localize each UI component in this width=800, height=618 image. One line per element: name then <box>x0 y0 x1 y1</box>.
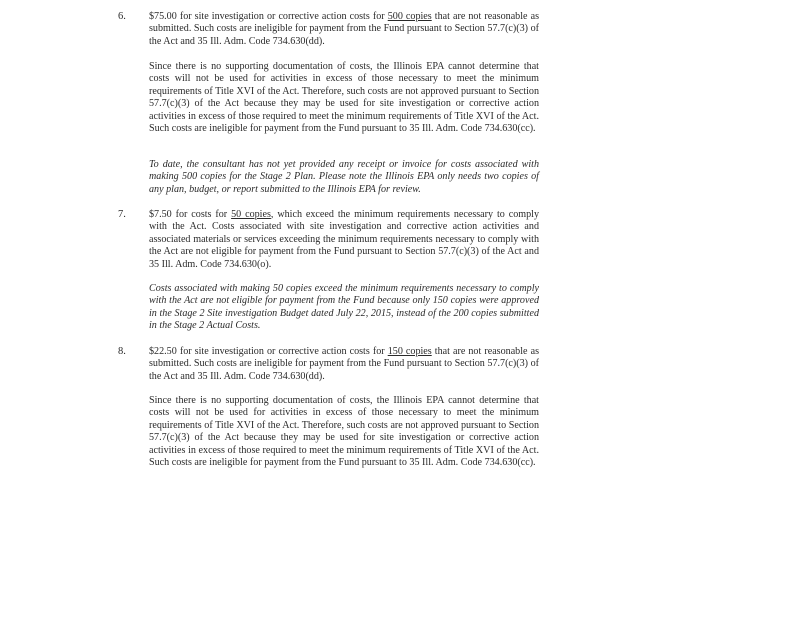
item-body <box>149 395 539 469</box>
underlined-quantity: 500 copies <box>387 11 432 22</box>
cost-text-cont: that are not reasonable as submitted. Such costs are ineligible for payment from the Fund pursuant to Section 57.7(c)(3) of the Act and 35 Ill. Adm. Code 734.630(dd). <box>149 11 539 47</box>
cost-text: $7.50 for costs for <box>149 209 232 220</box>
item-body <box>149 209 539 271</box>
cost-paragraph <box>149 209 539 271</box>
item-body <box>149 11 539 48</box>
item-body <box>149 159 539 196</box>
underlined-quantity: 50 copies <box>231 209 271 220</box>
underlined-quantity: 150 copies <box>387 346 432 357</box>
cost-paragraph <box>149 346 539 383</box>
item-body <box>149 61 539 135</box>
note-paragraph: Costs associated with making 50 copies exceed the minimum requirements necessary to comply with the Act are not eligible for payment from the Fund because only 150 copies were approved in the Stage 2 Site investigation Budget dated July 22, 2015, instead of the 200 copies submitted in the Stage 2 Actual Costs. <box>149 283 539 332</box>
explanation-paragraph: Since there is no supporting documentation of costs, the Illinois EPA cannot determine that costs will not be used for activities in excess of those necessary to meet the minimum requirements of Title XVI of the Act. Therefore, such costs are not approved pursuant to Section 57.7(c)(3) of the Act because they may be used for site investigation or corrective action activities in excess of those required to meet the minimum requirements of Title XVI of the Act. Such costs are ineligible for payment from the Fund pursuant to 35 Ill. Adm. Code 734.630(cc). <box>149 61 539 135</box>
item-number: 7. <box>118 209 126 220</box>
cost-text-cont: that are not reasonable as submitted. Such costs are ineligible for payment from the Fund pursuant to Section 57.7(c)(3) of the Act and 35 Ill. Adm. Code 734.630(dd). <box>149 346 539 382</box>
cost-text: $22.50 for site investigation or corrective action costs for <box>149 346 388 357</box>
cost-text-cont: , which exceed the minimum requirements necessary to comply with the Act. Costs associated with site investigation and corrective action activities and associated materials or services exceeding the minimum requirements necessary to comply with the Act are not eligible for payment from the Fund pursuant to Section 57.7(c)(3) of the Act and 35 Ill. Adm. Code 734.630(o). <box>149 209 540 270</box>
note-paragraph: To date, the consultant has not yet provided any receipt or invoice for costs associated with making 500 copies for the Stage 2 Plan. Please note the Illinois EPA only needs two copies of any plan, budget, or report submitted to the Illinois EPA for review. <box>149 159 539 195</box>
item-number: 8. <box>118 346 126 357</box>
cost-paragraph <box>149 11 539 48</box>
item-number: 6. <box>118 11 126 22</box>
item-body <box>149 283 539 333</box>
cost-text: $75.00 for site investigation or corrective action costs for <box>149 11 388 22</box>
explanation-paragraph: Since there is no supporting documentation of costs, the Illinois EPA cannot determine that costs will not be used for activities in excess of those necessary to meet the minimum requirements of Title XVI of the Act. Therefore, such costs are not approved pursuant to Section 57.7(c)(3) of the Act because they may be used for site investigation or corrective action activities in excess of those required to meet the minimum requirements of Title XVI of the Act. Such costs are ineligible for payment from the Fund pursuant to 35 Ill. Adm. Code 734.630(cc). <box>149 395 539 469</box>
item-body <box>149 346 539 383</box>
